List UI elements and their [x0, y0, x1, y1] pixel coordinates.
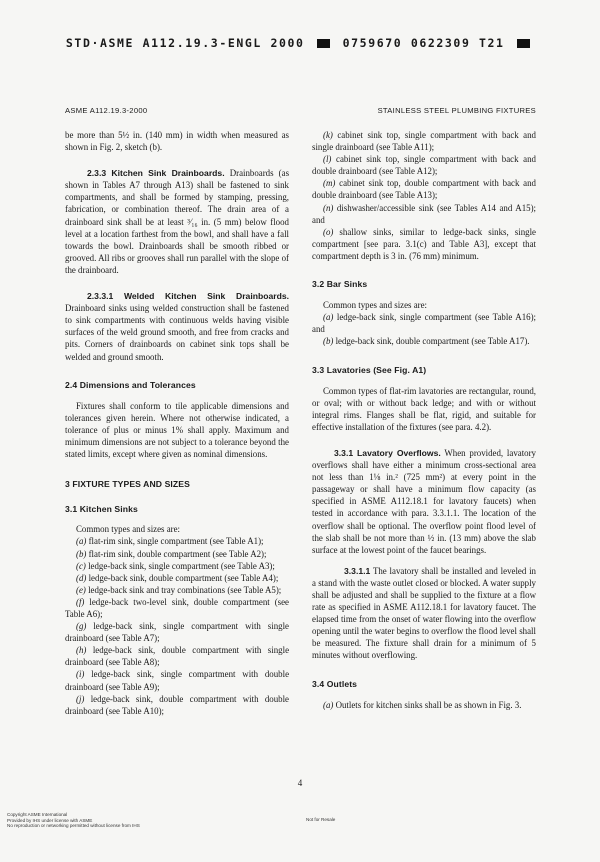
section-heading: 3.3.1 Lavatory Overflows. [334, 447, 441, 458]
paragraph: Common types and sizes are: [76, 524, 181, 535]
list-item: (c) ledge-back sink, single compartment (see Table A3); [76, 560, 275, 571]
resale-notice: Not for Resale [306, 817, 336, 822]
stamp-bar [517, 39, 530, 48]
paragraph: Common types and sizes are: [323, 300, 428, 311]
section-heading: 3.3.1.1 [344, 565, 371, 576]
paragraph: Common types of flat-rim lavatories are rectangular, round, or oval; with or without back ledge; and with or without integral rims. Flanges shall be flat, rigid, and suitable for effective installation of the fixtures (see para. 4.2). [312, 385, 536, 432]
running-header-right: STAINLESS STEEL PLUMBING FIXTURES [377, 106, 536, 115]
section-heading: 3.1 Kitchen Sinks [65, 504, 138, 515]
list-item: (a) flat-rim sink, single compartment (see Table A1); [76, 536, 264, 547]
list-item: (d) ledge-back sink, double compartment (see Table A4); [76, 572, 279, 583]
list-item: (h) ledge-back sink, double compartment with single drainboard (see Table A8); [65, 645, 290, 668]
list-item: (e) ledge-back sink and tray combinations (see Table A5); [76, 584, 282, 595]
paragraph: Drainboards (as shown in Tables A7 through A13) shall be fastened to sink compartments, and shall be formed by stamping, pressing, fabrication, or combination thereof. The drain area of a drainboard sink shall be at least ³⁄₁₆ in. (5 mm) below flood level at a location farthest from the bowl, and shall have a fall towards the bowl. Drainboards shall be smooth ribbed or grooved. All ribs or grooves shall run parallel with the slope of the drainboard. [65, 168, 290, 275]
section-heading: 2.3.3.1 Welded Kitchen Sink Drainboards. [87, 291, 289, 302]
list-item: (b) flat-rim sink, double compartment (see Table A2); [76, 548, 267, 559]
running-header-left: ASME A112.19.3-2000 [65, 106, 148, 115]
paragraph: When provided, lavatory overflows shall have either a minimum cross-sectional area not less than 1⅛ in.² (725 mm²) at every point in the passageway or shall have a minimum flow capacity (as specified in ASME A112.18.1 for lavatory faucets) when tested in accordance with para. 3.3.1.1. The location of the overflow shall be optional. The overflow point flood level of the slab shall be not more than ½ in. (13 mm) above the slab surface at the lowest point of the faucet bearings. [312, 447, 536, 555]
left-column [65, 129, 289, 717]
list-item: (a) Outlets for kitchen sinks shall be as shown in Fig. 3. [323, 699, 522, 710]
section-heading: 3.4 Outlets [312, 678, 358, 689]
footer-line: No reproduction or networking permitted without license from IHS [7, 823, 140, 829]
page-number: 4 [297, 778, 303, 788]
list-item: (n) dishwasher/accessible sink (see Tables A14 and A15); and [312, 202, 536, 225]
footer-line: Copyright ASME International [7, 812, 68, 817]
list-item: (i) ledge-back sink, single compartment with double drainboard (see Table A9); [65, 669, 290, 692]
section-heading: 2.4 Dimensions and Tolerances [65, 379, 196, 390]
list-item: (b) ledge-back sink, double compartment (see Table A17). [323, 336, 530, 347]
stamp-standard-id: STD·ASME A112.19.3-ENGL 2000 [65, 36, 305, 50]
paragraph: The lavatory shall be installed and leveled in a stand with the waste outlet closed or blocked. A water supply shall be adjusted and shall be supplied to the fixture at a flow rate as specified in ASME A112.18.1 for lavatory faucet. The elapsed time from the onset of water flowing into the overflow opening until the water begins to overflow the flood level shall be measured. The fixture shall drain for a minimum of 5 minutes without overflowing. [312, 565, 536, 661]
section-2-3-3-1 [65, 290, 289, 363]
paragraph: be more than 5½ in. (140 mm) in width when measured as shown in Fig. 2, sketch (b). [65, 130, 289, 153]
section-heading: 3.2 Bar Sinks [312, 279, 368, 290]
stamp-bar [317, 39, 330, 48]
list-item: (f) ledge-back two-level sink, double compartment (see Table A6); [65, 596, 289, 619]
list-item: (k) cabinet sink top, single compartment with back and single drainboard (see Table A11); [312, 130, 536, 153]
paragraph: Drainboard sinks using welded construction shall be fastened to sink compartments with continuous welds having visible surfaces of the weld ground smooth, and free from cracks and pits. Corners of drainboards on cabinet sink tops shall be welded and ground smooth. [65, 303, 289, 362]
section-heading: 3.3 Lavatories (See Fig. A1) [312, 364, 427, 375]
section-2-3-3 [65, 167, 289, 276]
list-item: (o) shallow sinks, similar to ledge-back sinks, single compartment [see para. 3.1(c) and Table A3], except that compartment depth is 3 in. (76 mm) minimum. [312, 226, 536, 261]
stamp-catalog-code: 0759670 0622309 T21 [342, 36, 505, 50]
footer-line: Provided by IHS under license with ASME [7, 817, 93, 823]
section-heading: 2.3.3 Kitchen Sink Drainboards. [87, 168, 225, 179]
section-3-3-1-1 [312, 565, 536, 662]
section-heading: 3 FIXTURE TYPES AND SIZES [65, 479, 190, 490]
document-stamp [0, 36, 600, 50]
list-item: (m) cabinet sink top, double compartment with back and double drainboard (see Table A13); [312, 178, 536, 201]
right-column [312, 129, 536, 711]
copyright-footer [7, 812, 140, 829]
list-item: (a) ledge-back sink, single compartment (see Table A16); and [312, 312, 537, 335]
list [65, 535, 289, 716]
list-item: (j) ledge-back sink, double compartment with double drainboard (see Table A10); [65, 693, 289, 716]
section-3-3-1 [312, 447, 536, 556]
list-item: (g) ledge-back sink, single compartment with single drainboard (see Table A7); [65, 621, 289, 644]
list-item: (l) cabinet sink top, single compartment with back and double drainboard (see Table A12); [312, 154, 536, 177]
paragraph: Fixtures shall conform to tile applicable dimensions and tolerances given herein. Where not otherwise indicated, a tolerance of plus or minus 1% shall apply. Maximum and minimum dimensions are not subject to a tolerance beyond the stated limits, except where given as nominal dimensions. [65, 400, 289, 460]
list [312, 129, 536, 262]
